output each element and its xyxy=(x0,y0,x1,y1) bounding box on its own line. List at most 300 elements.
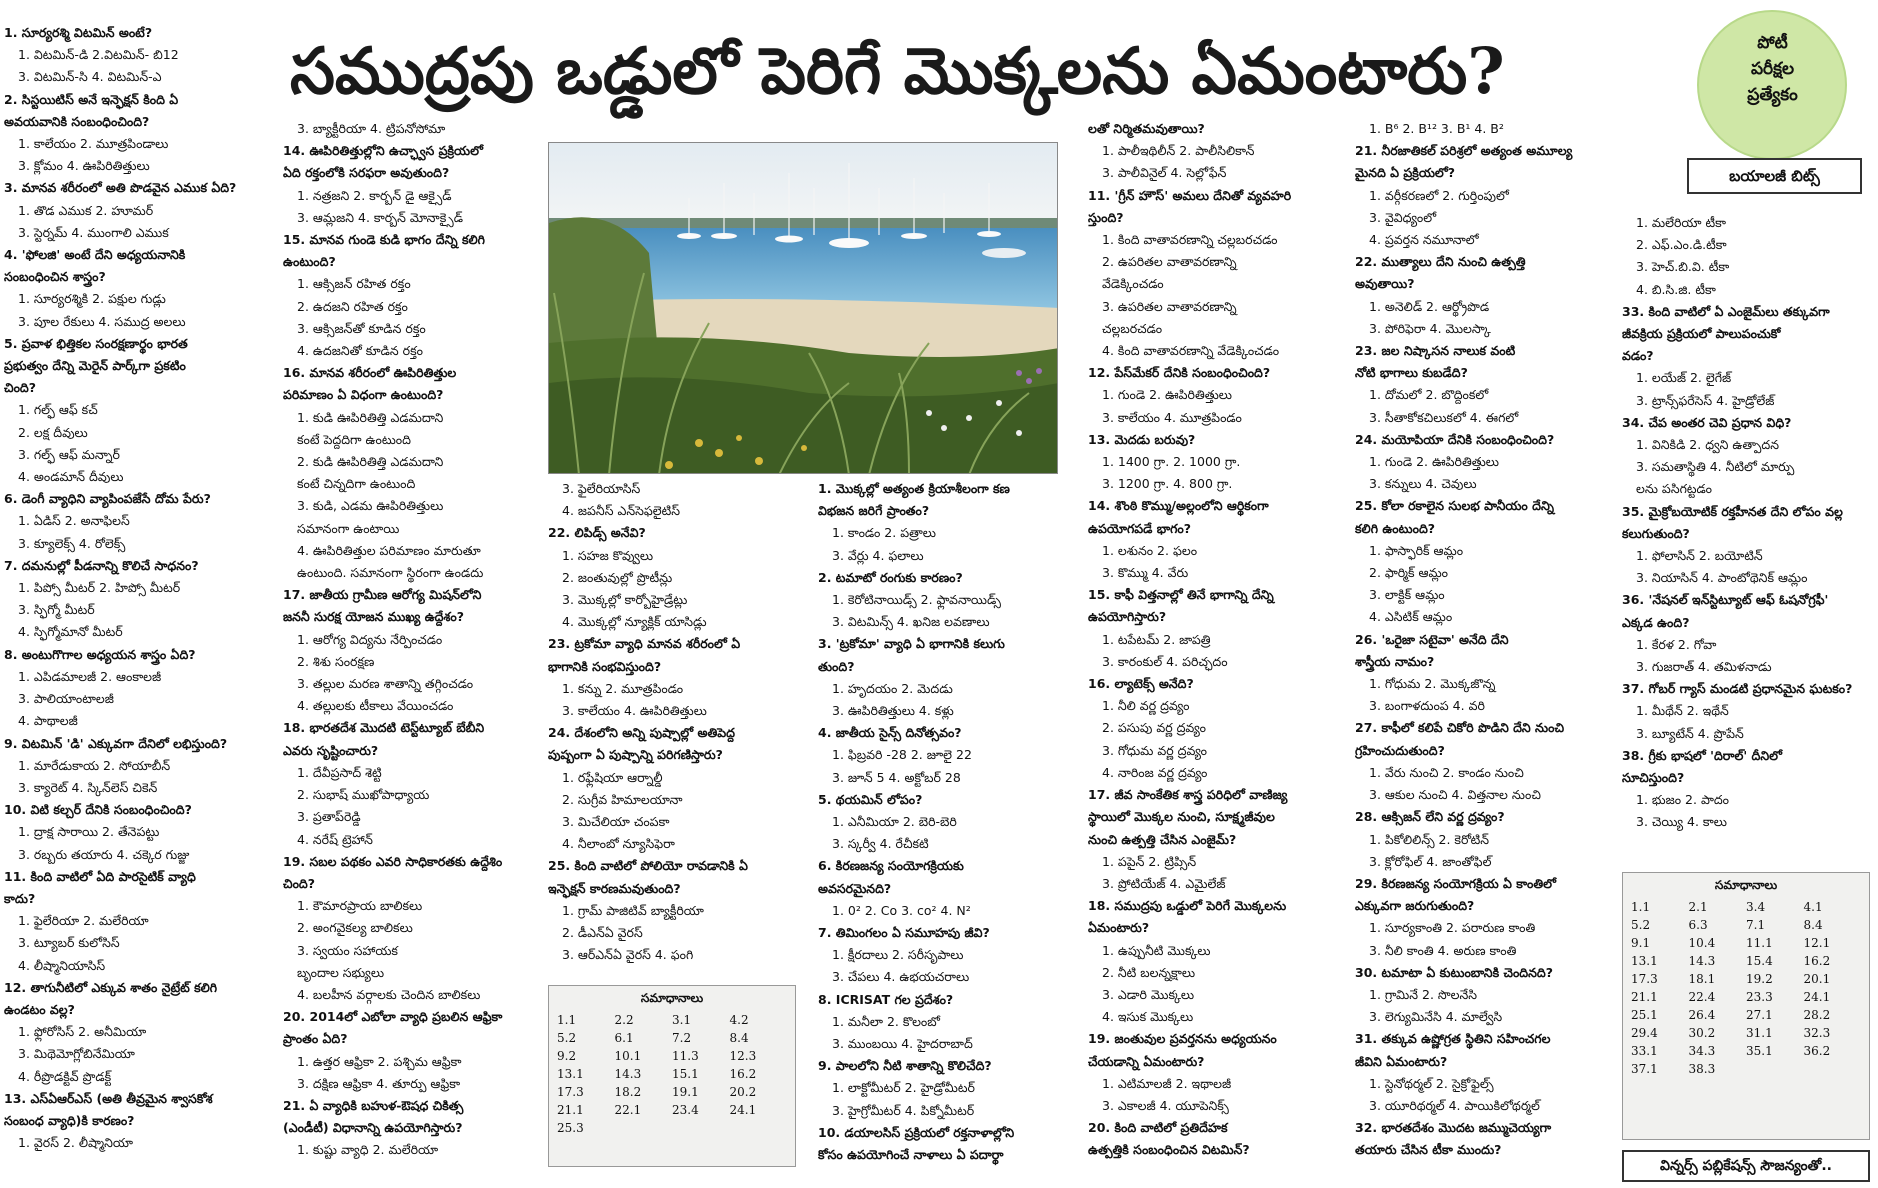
question-line: సంబంధించిన శాస్త్రం? xyxy=(4,269,106,285)
option-line: 3. ట్యూబర్ కులోసిస్ xyxy=(18,935,120,951)
option-line: 1. కెరోటినాయిడ్స్ 2. ఫ్లావనాయిడ్స్ xyxy=(832,592,1001,608)
option-line: 3. బ్యూటేన్ 4. ప్రొపేన్ xyxy=(1636,725,1744,741)
option-line: 3. మొక్కల్లో కార్బోహైడ్రేట్లు xyxy=(562,592,688,608)
question-line: 18. భారతదేశ మొదటి టెస్ట్‌ట్యూబ్ బేబీని xyxy=(283,720,485,736)
question-line: 14. శొంఠి కొమ్ము/అల్లంలోని ఆర్థికంగా xyxy=(1088,498,1269,514)
question-line: ఉపయోగపడే భాగం? xyxy=(1088,520,1192,536)
answer-item: 12.1 xyxy=(1803,936,1831,950)
option-line: 3. మిచేలియా చంపకా xyxy=(562,814,670,830)
question-line: 13. మెదడు బరువు? xyxy=(1088,431,1196,447)
question-line: 5. థయమిన్ లోపం? xyxy=(818,791,923,807)
answer-item: 18.1 xyxy=(1688,972,1716,986)
question-line: 23. జల నిష్కాసన నాలుక వంటి xyxy=(1355,343,1516,359)
option-line: 4. అండమాన్ దీవులు xyxy=(18,469,124,485)
answer-item: 23.3 xyxy=(1746,990,1773,1004)
option-line: 1. సూర్యరశ్మికి 2. పక్షుల గుడ్లు xyxy=(18,291,166,307)
question-line: (ఎండీటీ) విధానాన్ని ఉపయోగిస్తారు? xyxy=(283,1120,463,1136)
option-line: 2. సుభాష్ ముఖోపాధ్యాయ xyxy=(297,787,430,803)
question-line: 24. మయోపియా దేనికి సంబంధించింది? xyxy=(1355,431,1555,447)
question-line: స్తుంది? xyxy=(1088,209,1124,225)
option-line: 3. ఆమ్లజని 4. కార్బన్ మోనాక్సైడ్ xyxy=(297,209,463,225)
option-line: 1. ఉప్పునీటి మొక్కలు xyxy=(1102,942,1211,958)
option-line: 1. ఫ్లోరోసిస్ 2. అనీమియా xyxy=(18,1024,147,1040)
option-line: 1. మనీలా 2. కొలంబో xyxy=(832,1013,940,1029)
answer-item: 1.1 xyxy=(557,1013,577,1027)
answer-item: 6.3 xyxy=(1688,918,1708,932)
option-line: 1. లయేజ్ 2. లైగేజ్ xyxy=(1636,370,1732,386)
option-line: 1. ఎనీమియా 2. బెరి-బెరి xyxy=(832,814,957,830)
answer-item: 2.1 xyxy=(1688,900,1708,914)
option-line: 4. నారింజ వర్ణ ద్రవ్యం xyxy=(1102,764,1208,780)
question-line: 34. చేప అంతర చెవి ప్రధాన విధి? xyxy=(1622,414,1792,430)
option-line: 4. బి.సి.జి. టీకా xyxy=(1636,281,1716,297)
option-line: 3. యూరిథర్మల్ 4. పాయికిలోథర్మల్ xyxy=(1369,1097,1540,1113)
option-line: 4. తల్లులకు టీకాలు వేయించడం xyxy=(297,698,454,714)
answer-item: 8.4 xyxy=(729,1031,749,1045)
option-line: 3. లెగ్యుమినేసి 4. మాల్వేసి xyxy=(1369,1009,1503,1025)
question-line: ప్రభుత్వం దేన్ని మెరైన్ పార్క్‌గా ప్రకటిం xyxy=(4,358,186,374)
question-line: 13. ఎస్ఏఆర్ఎస్ (అతి తీవ్రమైన శ్వాసకోశ xyxy=(4,1090,213,1106)
question-line: కలుగుతుంది? xyxy=(1622,525,1690,541)
option-line: 3. ట్రాన్స్‌ఫరేసెస్ 4. హైడ్రోలేజ్ xyxy=(1636,392,1775,408)
question-line: 37. గోబర్ గ్యాస్ మండటి ప్రధానమైన ఘటకం? xyxy=(1622,681,1853,697)
option-line: 3. క్యారెట్ 4. స్కిన్‌లెస్ చికెన్ xyxy=(18,779,158,795)
question-line: 6. డెంగీ వ్యాధిని వ్యాపింపజేసే దోమ పేరు? xyxy=(4,491,211,507)
question-line: 32. భారతదేశం మొదట జమ్ముచెయ్యగా xyxy=(1355,1120,1552,1136)
option-line: 1. కాండం 2. పత్రాలు xyxy=(832,525,936,541)
option-line: 3. మిథెమోగ్లోబినేమియా xyxy=(18,1046,135,1062)
option-line: 2. ఉదజని రహిత రక్తం xyxy=(297,298,408,314)
option-line: 1. వర్గీకరణలో 2. గుర్తింపులో xyxy=(1369,187,1509,203)
question-line: 17. జాతీయ గ్రామీణ ఆరోగ్య మిషన్‌లోని xyxy=(283,587,482,603)
option-line: 3. పూల రేకులు 4. సముద్ర అలలు xyxy=(18,313,186,329)
question-line: 11. కింది వాటిలో ఏది పారసైటిక్ వ్యాధి xyxy=(4,868,196,884)
option-line: 3. స్కర్వీ 4. రేచీకటి xyxy=(832,836,929,852)
answer-item: 15.1 xyxy=(672,1067,699,1081)
answers-title: సమాధానాలు xyxy=(1714,878,1778,892)
option-line: 3. ప్రతాప్‌రెడ్డి xyxy=(297,809,361,825)
question-line: కలిగి ఉంటుంది? xyxy=(1355,520,1436,536)
seashore-photo xyxy=(548,142,1058,474)
option-line: 1. ఎటిమాలజీ 2. ఇథాలజీ xyxy=(1102,1075,1232,1091)
question-line: ఎక్కడ ఉంది? xyxy=(1622,614,1690,630)
question-line: భాగానికి సంభవిస్తుంది? xyxy=(548,658,662,674)
answers-box-2 xyxy=(1622,872,1870,1140)
question-line: 9. విటమిన్ 'డి' ఎక్కువగా దేనిలో లభిస్తుంది? xyxy=(4,735,228,751)
question-line: ఏది రక్తంలోకి సరఫరా అవుతుంది? xyxy=(283,165,450,181)
question-line: 35. మైక్రోబయోటిక్ రక్తహీనత దేని లోపం వల్ల xyxy=(1622,503,1843,519)
option-line: 1. నీలి వర్ణ ద్రవ్యం xyxy=(1102,698,1190,714)
question-line: సంబంధ వ్యాధి)కి కారణం? xyxy=(4,1112,135,1128)
answer-item: 36.2 xyxy=(1803,1044,1831,1058)
option-line: 3. పాలియాంటాలజీ xyxy=(18,691,114,707)
answer-item: 9.2 xyxy=(557,1049,577,1063)
question-line: 3. మానవ శరీరంలో అతి పొడవైన ఎముక ఏది? xyxy=(4,180,237,196)
option-line: 1. వైరస్ 2. లీష్మానియా xyxy=(18,1135,133,1151)
option-line: 1. సూర్యకాంతి 2. పరారుణ కాంతి xyxy=(1369,920,1536,936)
question-line: 15. మానవ గుండె కుడి భాగం దేన్ని కలిగి xyxy=(283,232,485,248)
option-line: 2. ఉపరితల వాతావరణాన్ని xyxy=(1102,254,1237,270)
option-line: 2. పసుపు వర్ణ ద్రవ్యం xyxy=(1102,720,1206,736)
option-line: 3. ఊపిరితిత్తులు 4. కళ్లు xyxy=(832,703,954,719)
question-line: 10. డయాలసిస్ ప్రక్రియలో రక్తనాళాల్లోని xyxy=(818,1124,1015,1140)
option-line: 3. చెయ్యి 4. కాలు xyxy=(1636,814,1727,830)
option-line: 1. కింది వాతావరణాన్ని చల్లబరచడం xyxy=(1102,232,1278,248)
question-line: 7. దమనుల్లో పీడనాన్ని కొలిచే సాధనం? xyxy=(4,557,199,573)
question-line: 3. 'ట్రకోమా' వ్యాధి ఏ భాగానికి కలుగు xyxy=(818,636,1005,652)
question-line: 25. కింది వాటిలో పోలియో రావడానికి ఏ xyxy=(548,858,748,874)
option-line: 3. ఎడారి మొక్కలు xyxy=(1102,986,1195,1002)
option-line: 1. కౌమారప్రాయ బాలికలు xyxy=(297,898,423,914)
option-line: 3. పోరిఫెరా 4. మొలస్కా xyxy=(1369,320,1491,336)
question-line: 4. 'ఫోలజి' అంటే దేని అధ్యయనానికి xyxy=(4,247,186,263)
option-line: 1. నత్రజని 2. కార్బన్ డై ఆక్సైడ్ xyxy=(297,187,452,203)
question-column-6 xyxy=(1355,118,1617,1162)
option-line: 1. ఫిబ్రవరి -28 2. జూలై 22 xyxy=(832,747,972,763)
answer-item: 11.1 xyxy=(1746,936,1773,950)
option-line: 1. మలేరియా టీకా xyxy=(1636,215,1726,230)
option-line: 1. టపేటమ్ 2. జాపత్రి xyxy=(1102,631,1211,647)
question-line: అవుతాయి? xyxy=(1355,276,1415,292)
option-line: 3. నియాసిన్ 4. పాంటోథెనిక్ ఆమ్లం xyxy=(1636,570,1808,586)
answer-item: 16.2 xyxy=(1803,954,1831,968)
option-line: 1. దోమలో 2. బొద్దింకలో xyxy=(1369,387,1489,403)
option-line: 3. హెచ్.బి.వి. టీకా xyxy=(1636,259,1730,275)
option-line: ఉంటుంది. సమానంగా స్థిరంగా ఉండదు xyxy=(297,565,484,581)
option-line: 1. గుండె 2. ఊపిరితిత్తులు xyxy=(1102,387,1232,403)
option-line: 2. లక్ష దీవులు xyxy=(18,424,88,440)
question-line: 1. సూర్యరశ్మి విటమిన్ అంటే? xyxy=(4,25,153,40)
answer-item: 22.4 xyxy=(1688,990,1716,1004)
question-line: 31. తక్కువ ఉష్ణోగ్రత స్థితిని సహించగల xyxy=(1355,1031,1551,1047)
option-line: 2. అంగవైకల్య బాలికలు xyxy=(297,920,413,936)
option-line: 4. ఉదజనితో కూడిన రక్తం xyxy=(297,343,423,359)
option-line: 1. పికోలిలిన్స్ 2. కెరోటిన్ xyxy=(1369,831,1490,847)
answer-item: 7.1 xyxy=(1746,918,1766,932)
option-line: కంటే చిన్నదిగా ఉంటుంది xyxy=(297,476,416,492)
answer-item: 26.4 xyxy=(1688,1008,1716,1022)
question-line: అవసరమైనది? xyxy=(818,880,892,896)
option-line: 3. హైగ్రోమీటర్ 4. పిక్నోమీటర్ xyxy=(832,1102,975,1118)
option-line: 2. నీటి బలన్నక్షాలు xyxy=(1102,964,1196,980)
question-line: 23. ట్రకోమా వ్యాధి మానవ శరీరంలో ఏ xyxy=(548,636,741,652)
option-line: 3. కన్నులు 4. చెవులు xyxy=(1369,476,1477,492)
question-line: తుంది? xyxy=(818,658,855,674)
option-line: 1. లశునం 2. ఫలం xyxy=(1102,542,1198,558)
option-line: 1. ఆక్సిజన్ రహిత రక్తం xyxy=(297,276,411,292)
option-line: 1. విటమిన్-డి 2.విటమిన్- బి12 xyxy=(18,47,179,63)
option-line: 1. కుడి ఊపిరితిత్తి ఎడమదాని xyxy=(297,409,444,425)
answer-item: 34.3 xyxy=(1688,1044,1716,1058)
question-line: నోటి భాగాలు కుబడేది? xyxy=(1355,365,1468,381)
question-column-5 xyxy=(1088,118,1350,1162)
answer-item: 20.1 xyxy=(1803,972,1831,986)
answer-item: 12.3 xyxy=(729,1049,757,1063)
answer-item: 17.3 xyxy=(557,1085,584,1099)
answer-item: 18.2 xyxy=(614,1085,642,1099)
question-line: 12. తాగునీటిలో ఎక్కువ శాతం నైట్రేట్ కలిగి xyxy=(4,979,218,995)
question-line: జననీ సురక్ష యోజన ముఖ్య ఉద్దేశం? xyxy=(283,609,464,625)
answer-item: 28.2 xyxy=(1803,1008,1831,1022)
question-line: ఉత్పత్తికి సంబంధించిన విటమిన్? xyxy=(1088,1142,1250,1158)
option-line: 4. మొక్కల్లో న్యూక్లిక్ యాసిడ్లు xyxy=(562,614,707,630)
option-line: 4. ప్రవర్తన నమూనాలో xyxy=(1369,232,1479,248)
question-line: శాస్త్రీయ నామం? xyxy=(1355,653,1435,669)
option-line: 3. సీతాకోకచిలుకలో 4. ఈగలో xyxy=(1369,409,1519,425)
question-line: విభజన జరిగే ప్రాంతం? xyxy=(818,503,930,519)
answer-item: 21.1 xyxy=(1631,990,1658,1004)
answer-item: 10.4 xyxy=(1688,936,1716,950)
question-column-1 xyxy=(4,22,274,1154)
answer-item: 8.4 xyxy=(1803,918,1823,932)
question-line: సూచిస్తుంది? xyxy=(1622,770,1685,786)
option-line: 1. ద్రాక్ష సారాయి 2. తేనెపట్టు xyxy=(18,824,160,840)
answer-item: 1.1 xyxy=(1631,900,1651,914)
option-line: 1. గుండె 2. ఊపిరితిత్తులు xyxy=(1369,454,1499,470)
option-line: 4. ఇసుక మొక్కలు xyxy=(1102,1009,1194,1025)
question-line: 21. నీరజాతికల్ పరిశ్రలో అత్యంత అమూల్య xyxy=(1355,143,1573,159)
option-line: 3. స్ఫిగ్మో మీటర్ xyxy=(18,602,95,618)
option-line: 3. ఉపరితల వాతావరణాన్ని xyxy=(1102,298,1237,314)
answer-item: 30.2 xyxy=(1688,1026,1716,1040)
option-line: కంటే పెద్దదిగా ఉంటుంది xyxy=(297,431,411,447)
answer-item: 29.4 xyxy=(1631,1026,1658,1040)
option-line: 1. తొడ ఎముక 2. హూమర్ xyxy=(18,202,154,218)
option-line: 3. క్లోరోఫిల్ 4. జాంతోఫిల్ xyxy=(1369,853,1492,869)
option-line: 3. 1200 గ్రా. 4. 800 గ్రా. xyxy=(1102,476,1233,492)
question-line: 22. ముత్యాలు దేని నుంచి ఉత్పత్తి xyxy=(1355,254,1526,270)
answer-item: 23.4 xyxy=(672,1103,699,1117)
badge-tag: బయాలజీ బిట్స్ xyxy=(1687,158,1862,194)
question-line: 11. 'గ్రీన్ హౌస్' అమలు దేనితో వ్యవహరి xyxy=(1088,187,1292,203)
option-line: 4. ఎసిటిక్ ఆమ్లం xyxy=(1369,609,1453,625)
option-line: 4. కింది వాతావరణాన్ని వేడెక్కించడం xyxy=(1102,343,1280,359)
answer-item: 24.1 xyxy=(729,1103,757,1117)
option-line: 3. ఫైలేరియాసిస్ xyxy=(562,481,641,496)
question-line: 29. కిరణజన్య సంయోగక్రియ ఏ కాంతిలో xyxy=(1355,875,1556,891)
option-line: 3. ఎకాలజీ 4. యూపెనిక్స్ xyxy=(1102,1097,1229,1113)
option-line: 3. పాలీవినైల్ 4. సెల్లోఫేన్ xyxy=(1102,165,1227,181)
option-line: 2. కుడి ఊపిరితిత్తి ఎడమదాని xyxy=(297,454,444,470)
answer-item: 3.1 xyxy=(672,1013,692,1027)
answer-item: 33.1 xyxy=(1631,1044,1658,1058)
question-line: 16. ల్యాటెక్స్ అనేది? xyxy=(1088,676,1194,692)
option-line: 4. నీలాంబో న్యూసిఫెరా xyxy=(562,836,675,852)
option-line: 2. డీఎన్ఏ వైరస్ xyxy=(562,925,643,941)
question-line: 9. పాలలోని నీటి శాతాన్ని కొలిచేది? xyxy=(818,1058,992,1074)
option-line: 1. ఫాస్ఫారిక్ ఆమ్లం xyxy=(1369,542,1464,558)
option-line: 4. బలహీన వర్గాలకు చెందిన బాలికలు xyxy=(297,986,481,1002)
question-line: ఎక్కువగా జరుగుతుంది? xyxy=(1355,898,1475,914)
option-line: చల్లబరచడం xyxy=(1102,320,1163,336)
section-badge xyxy=(1685,10,1865,195)
question-line: 16. మానవ శరీరంలో ఊపిరితిత్తుల xyxy=(283,365,457,381)
option-line: 1. గోధుమ 2. మొక్కజొన్న xyxy=(1369,676,1496,692)
question-line: కోసం ఉపయోగించే నాళాలు ఏ పదార్థా xyxy=(818,1147,1004,1163)
question-line: గ్రహించుదుతుంది? xyxy=(1355,742,1445,758)
question-line: 21. ఏ వ్యాధికి బహుళ-ఔషధ చికిత్స xyxy=(283,1097,464,1113)
option-line: 1. గల్ఫ్ ఆఫ్ కచ్ xyxy=(18,402,98,418)
option-line: 3. జూన్ 5 4. అక్టోబర్ 28 xyxy=(832,769,961,785)
option-line: 1. సహజ కొవ్వులు xyxy=(562,547,654,563)
answer-item: 31.1 xyxy=(1746,1026,1773,1040)
option-line: 3. బ్యాక్టీరియా 4. ట్రిపనోసోమా xyxy=(297,121,446,136)
answer-item: 13.1 xyxy=(557,1067,584,1081)
answer-item: 7.2 xyxy=(672,1031,692,1045)
option-line: 1. ఎపిడమాలజీ 2. ఆంకాలజీ xyxy=(18,668,162,684)
option-line: 1. కుష్టు వ్యాధి 2. మలేరియా xyxy=(297,1142,439,1158)
answer-item: 21.1 xyxy=(557,1103,584,1117)
option-line: 3. కుడి, ఎడమ ఊపిరితిత్తులు xyxy=(297,498,444,514)
question-column-3 xyxy=(548,478,810,966)
answer-item: 11.3 xyxy=(672,1049,699,1063)
option-line: 1. ఫోలాసిన్ 2. బయోటిన్ xyxy=(1636,548,1763,564)
answer-item: 32.3 xyxy=(1803,1026,1831,1040)
option-line: 3. రబ్బరు తయారు 4. చక్కెర గుజ్జు xyxy=(18,846,190,862)
question-line: ఏమంటారు? xyxy=(1088,920,1150,936)
option-line: 1. వినికిడి 2. ధ్వని ఉత్పాదన xyxy=(1636,437,1779,453)
option-line: 1. గ్రామినే 2. సొలనేసి xyxy=(1369,986,1478,1002)
question-line: 8. ICRISAT గల ప్రదేశం? xyxy=(818,991,954,1007)
option-line: 3. కాలేయం 4. మూత్రపిండం xyxy=(1102,409,1242,425)
question-line: 10. విటి కల్చర్ దేనికి సంబంధించింది? xyxy=(4,802,192,818)
question-line: కాదు? xyxy=(4,890,36,906)
option-line: 3. స్వయం సహాయక xyxy=(297,942,398,958)
option-line: 3. కారంకుల్ 4. పరిచ్ఛదం xyxy=(1102,653,1228,669)
credit-line: విన్నర్స్ పబ్లికేషన్స్ సౌజన్యంతో.. xyxy=(1622,1150,1870,1182)
question-line: ఉపయోగిస్తారు? xyxy=(1088,609,1167,625)
option-line: 1. మీథేన్ 2. ఇథేన్ xyxy=(1636,703,1729,719)
option-line: 3. విటమిన్-సి 4. విటమిన్-ఎ xyxy=(18,69,162,85)
answer-item: 27.1 xyxy=(1746,1008,1773,1022)
answer-item: 25.3 xyxy=(557,1121,584,1135)
question-line: స్థాయిలో మొక్కల నుంచి, సూక్ష్మజీవుల xyxy=(1088,809,1275,825)
answer-item: 14.3 xyxy=(1688,954,1716,968)
option-line: 2. శిశు సంరక్షణ xyxy=(297,653,375,669)
option-line: 3. నీలి కాంతి 4. అరుణ కాంతి xyxy=(1369,942,1517,958)
question-line: 2. సిస్టయిటిస్ అనే ఇన్ఫెక్షన్ కింది ఏ xyxy=(4,91,179,107)
question-line: చేయడాన్ని ఏమంటారు? xyxy=(1088,1053,1205,1069)
option-line: 4. రీప్రొడక్టివ్ ప్రొడక్ట్ xyxy=(18,1068,112,1084)
question-line: 7. తిమింగలం ఏ సమూహపు జీవి? xyxy=(818,925,990,941)
option-line: 3. గోధుమ వర్ణ ద్రవ్యం xyxy=(1102,742,1208,758)
option-line: 3. బంగాళదుంప 4. వరి xyxy=(1369,698,1485,714)
answer-item: 25.1 xyxy=(1631,1008,1658,1022)
option-line: 4. లీష్మానియాసిస్ xyxy=(18,957,106,973)
option-line: 1. కేరళ 2. గోవా xyxy=(1636,636,1717,652)
answer-item: 16.2 xyxy=(729,1067,757,1081)
question-line: చింది? xyxy=(4,380,36,396)
option-line: 1. కాలేయం 2. మూత్రపిండాలు xyxy=(18,136,169,152)
question-line: ఇన్ఫెక్షన్ కారణమవుతుంది? xyxy=(548,880,681,896)
option-line: 4. ఊపిరితిత్తుల పరిమాణం మారుతూ xyxy=(297,542,481,558)
option-line: 1. పిప్సో మీటర్ 2. హిప్సో మీటర్ xyxy=(18,580,181,596)
option-line: 3. ఆక్సిజన్‌తో కూడిన రక్తం xyxy=(297,320,426,336)
option-line: 2. సుగ్రీవ హిమాలయానా xyxy=(562,791,683,807)
answer-item: 13.1 xyxy=(1631,954,1658,968)
badge-line: పరీక్షల xyxy=(1750,59,1795,79)
answer-item: 35.1 xyxy=(1746,1044,1773,1058)
seashore-photo-image xyxy=(549,143,1058,474)
question-line: 5. ప్రవాళ భిత్తికల సంరక్షణార్థం భారత xyxy=(4,335,188,351)
answer-item: 2.2 xyxy=(614,1013,634,1027)
option-line: 3. స్టెర్నమ్ 4. ముంగాలి ఎముక xyxy=(18,224,169,240)
question-line: 28. ఆక్సిజన్ లేని వర్ణ ద్రవ్యం? xyxy=(1355,809,1505,825)
option-line: 2. ఎఫ్.ఎం.డి.టీకా xyxy=(1636,237,1727,253)
answer-item: 9.1 xyxy=(1631,936,1651,950)
question-line: పరిమాణం ఏ విధంగా ఉంటుంది? xyxy=(283,387,444,403)
answers-grid xyxy=(549,1011,795,1137)
option-line: 1. భుజం 2. పాదం xyxy=(1636,792,1729,808)
answer-item: 5.2 xyxy=(557,1031,577,1045)
question-line: తయారు చేసిన టీకా ముందు? xyxy=(1355,1142,1502,1158)
option-line: లను పసిగట్టడం xyxy=(1636,481,1712,497)
question-line: 2. టమాటో రంగుకు కారణం? xyxy=(818,569,963,585)
question-line: పుష్పంగా ఏ పుష్పాన్ని పరిగణిస్తారు? xyxy=(548,747,723,763)
question-line: 18. సముద్రపు ఒడ్డులో పెరిగే మొక్కలను xyxy=(1088,898,1287,914)
option-line: 2. ఫార్మిక్ ఆమ్లం xyxy=(1369,565,1449,581)
option-line: 1. రఫ్లేషియా ఆర్నాల్డీ xyxy=(562,769,663,785)
question-line: ఉంటుంది? xyxy=(283,254,336,270)
question-line: 20. 2014లో ఎబోలా వ్యాధి ప్రబలిన ఆఫ్రికా xyxy=(283,1009,503,1025)
option-line: 1. గ్రామ్ పాజిటివ్ బ్యాక్టీరియా xyxy=(562,902,704,918)
question-line: అవయవానికి సంబంధించింది? xyxy=(4,113,150,129)
option-line: 3. ఆకుల నుంచి 4. విత్తనాల నుంచి xyxy=(1369,787,1541,803)
question-line: 1. మొక్కల్లో అత్యంత క్రియాశీలంగా కణ xyxy=(818,481,1010,496)
question-line: వడం? xyxy=(1622,348,1654,364)
answer-item: 20.2 xyxy=(729,1085,757,1099)
option-line: 3. గల్ఫ్ ఆఫ్ మన్నార్ xyxy=(18,446,120,462)
option-line: 1. వేరు నుంచి 2. కాండం నుంచి xyxy=(1369,764,1524,780)
option-line: 1. B⁶ 2. B¹² 3. B¹ 4. B² xyxy=(1369,121,1504,136)
option-line: 3. విటమిన్స్ 4. ఖనిజ లవణాలు xyxy=(832,614,990,630)
option-line: వేడెక్కించడం xyxy=(1102,276,1164,292)
badge-text xyxy=(1685,30,1860,108)
question-line: ఉండటం వల్ల? xyxy=(4,1001,75,1017)
option-line: 3. ముంబయి 4. హైదరాబాద్ xyxy=(832,1036,973,1052)
option-line: 1. కన్ను 2. మూత్రపిండం xyxy=(562,680,684,696)
question-column-4 xyxy=(818,478,1080,1166)
option-line: 3. క్లోమం 4. ఊపిరితిత్తులు xyxy=(18,158,150,174)
option-line: 1. ఉత్తర ఆఫ్రికా 2. పశ్చిమ ఆఫ్రికా xyxy=(297,1053,462,1069)
option-line: 3. చేపలు 4. ఉభయచరాలు xyxy=(832,969,970,985)
question-line: 24. దేశంలోని అన్ని పుష్పాల్లో అతిపెద్ద xyxy=(548,725,735,741)
option-line: 1. పపైన్ 2. ట్రిప్సిన్ xyxy=(1102,853,1197,869)
option-line: 3. సమతాస్థితి 4. నీటిలో మార్పు xyxy=(1636,459,1795,475)
option-line: 4. నరేష్ ట్రెహాన్ xyxy=(297,831,373,847)
answers-grid xyxy=(1623,898,1869,1078)
option-line: 1. మారేడుకాయ 2. సోయాబీన్ xyxy=(18,757,171,773)
option-line: 1. 1400 గ్రా. 2. 1000 గ్రా. xyxy=(1102,454,1241,470)
option-line: 3. వైవిధ్యంలో xyxy=(1369,209,1437,225)
answer-item: 37.1 xyxy=(1631,1062,1658,1076)
question-line: 8. అంటుగొగాల అధ్యయన శాస్త్రం ఏది? xyxy=(4,646,196,662)
option-line: 4. జపనీస్ ఎన్‌సెఫలైటిస్ xyxy=(562,503,681,519)
question-line: 19. సబల పథకం ఎవరి సాధికారతకు ఉద్దేశిం xyxy=(283,853,503,869)
answer-item: 19.1 xyxy=(672,1085,699,1099)
answer-item: 3.4 xyxy=(1746,900,1766,914)
headline: సముద్రపు ఒడ్డులో పెరిగే మొక్కలను ఏమంటారు? xyxy=(290,34,1505,109)
option-line: 1. పాలీఇథిలీన్ 2. పాలీసిలికాన్ xyxy=(1102,143,1255,159)
question-line: జీవిని ఏమంటారు? xyxy=(1355,1053,1448,1069)
option-line: 3. వేర్లు 4. ఫలాలు xyxy=(832,547,924,563)
badge-line: ప్రత్యేకం xyxy=(1747,85,1798,105)
option-line: 1. ఫైలేరియా 2. మలేరియా xyxy=(18,913,149,929)
option-line: బృందాల సభ్యులు xyxy=(297,964,385,980)
question-line: 30. టమాటా ఏ కుటుంబానికి చెందినది? xyxy=(1355,964,1553,980)
answer-item: 24.1 xyxy=(1803,990,1831,1004)
question-line: 33. కింది వాటిలో ఏ ఎంజైమ్‌లు తక్కువగా xyxy=(1622,303,1830,319)
